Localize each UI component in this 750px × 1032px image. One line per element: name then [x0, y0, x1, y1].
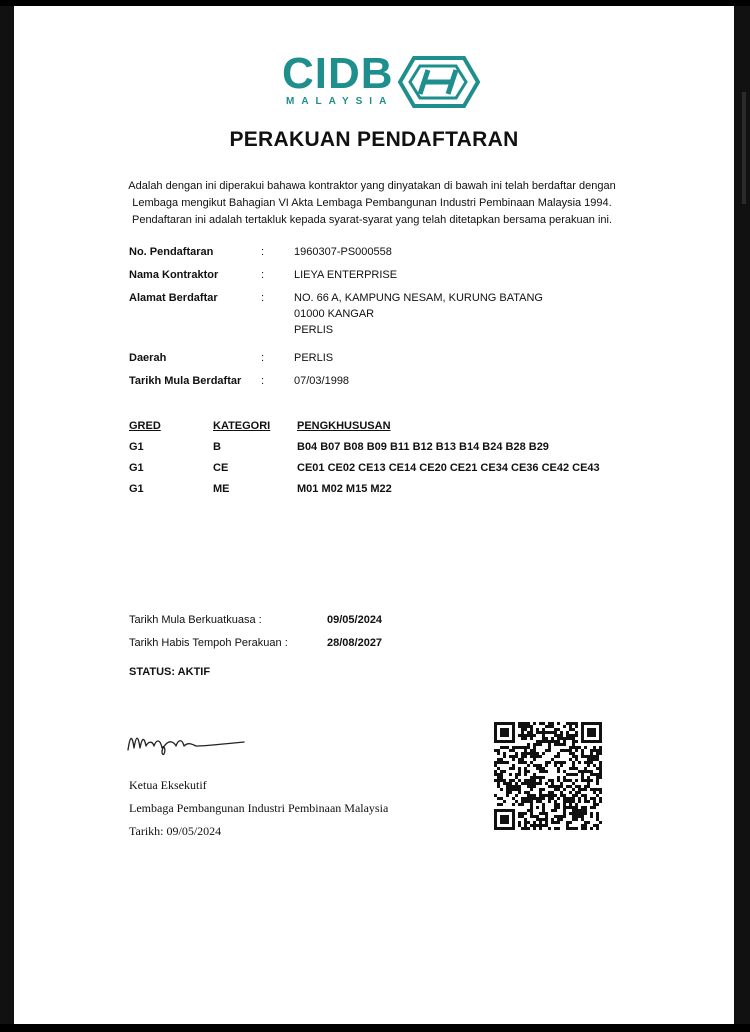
- certificate-page: [14, 6, 734, 1024]
- effective-date-value: 09/05/2024: [327, 614, 383, 626]
- specialisation-cell: M01 M02 M15 M22: [297, 483, 392, 495]
- address-label: Alamat Berdaftar: [129, 292, 218, 304]
- district-value: PERLIS: [294, 352, 334, 364]
- page-title: PERAKUAN PENDAFTARAN: [229, 128, 519, 151]
- signer-organisation: Lembaga Pembangunan Industri Pembinaan Malaysia: [129, 801, 389, 815]
- intro-line: Adalah dengan ini diperakui bahawa kontraktor yang dinyatakan di bawah ini telah berdaftar dengan: [128, 180, 616, 192]
- address-line: PERLIS: [294, 324, 334, 336]
- grade-cell: G1: [129, 441, 144, 453]
- address-line: NO. 66 A, KAMPUNG NESAM, KURUNG BATANG: [294, 292, 543, 304]
- start-date-value: 07/03/1998: [294, 375, 350, 387]
- cidb-hexagon-mark-icon: [398, 56, 480, 108]
- status-text: STATUS: AKTIF: [129, 666, 211, 678]
- scroll-indicator: [742, 92, 746, 204]
- intro-line: Lembaga mengikut Bahagian VI Akta Lembaga Pembangunan Industri Pembinaan Malaysia 1994.: [132, 197, 612, 209]
- reg-no-value: 1960307-PS000558: [294, 246, 392, 258]
- bottom-edge: [0, 1024, 750, 1032]
- header-kategori: KATEGORI: [213, 420, 271, 432]
- colon: :: [261, 246, 265, 258]
- colon: :: [261, 352, 265, 364]
- signer-date: Tarikh: 09/05/2024: [129, 824, 222, 838]
- specialisation-cell: CE01 CE02 CE13 CE14 CE20 CE21 CE34 CE36 CE42 CE43: [297, 462, 600, 474]
- category-cell: B: [213, 441, 221, 453]
- colon: :: [261, 269, 265, 281]
- expiry-date-value: 28/08/2027: [327, 637, 383, 649]
- header-gred: GRED: [129, 420, 161, 432]
- address-value: [294, 290, 594, 338]
- start-date-label: Tarikh Mula Berdaftar: [129, 375, 242, 387]
- intro-text: [122, 178, 622, 229]
- contractor-value: LIEYA ENTERPRISE: [294, 269, 398, 281]
- qr-code-icon: [494, 722, 602, 830]
- category-cell: CE: [213, 462, 229, 474]
- reg-no-label: No. Pendaftaran: [129, 246, 214, 258]
- top-edge: [0, 0, 750, 6]
- expiry-date-label: Tarikh Habis Tempoh Perakuan :: [129, 637, 288, 649]
- cidb-logo: [282, 50, 482, 114]
- logo-name: CIDB: [282, 49, 394, 98]
- colon: :: [261, 375, 265, 387]
- specialisation-cell: B04 B07 B08 B09 B11 B12 B13 B14 B24 B28 B29: [297, 441, 549, 453]
- category-cell: ME: [213, 483, 230, 495]
- signature-icon: [126, 728, 248, 758]
- header-pengkhususan: PENGKHUSUSAN: [297, 420, 391, 432]
- signer-title: Ketua Eksekutif: [129, 778, 207, 792]
- grade-cell: G1: [129, 462, 144, 474]
- district-label: Daerah: [129, 352, 167, 364]
- effective-date-label: Tarikh Mula Berkuatkuasa :: [129, 614, 262, 626]
- colon: :: [261, 292, 265, 304]
- grade-cell: G1: [129, 483, 144, 495]
- intro-line: Pendaftaran ini adalah tertakluk kepada syarat-syarat yang telah ditetapkan bersama perakuan ini.: [131, 214, 613, 226]
- address-line: 01000 KANGAR: [294, 308, 375, 320]
- logo-subtitle: MALAYSIA: [286, 96, 394, 107]
- contractor-label: Nama Kontraktor: [129, 269, 219, 281]
